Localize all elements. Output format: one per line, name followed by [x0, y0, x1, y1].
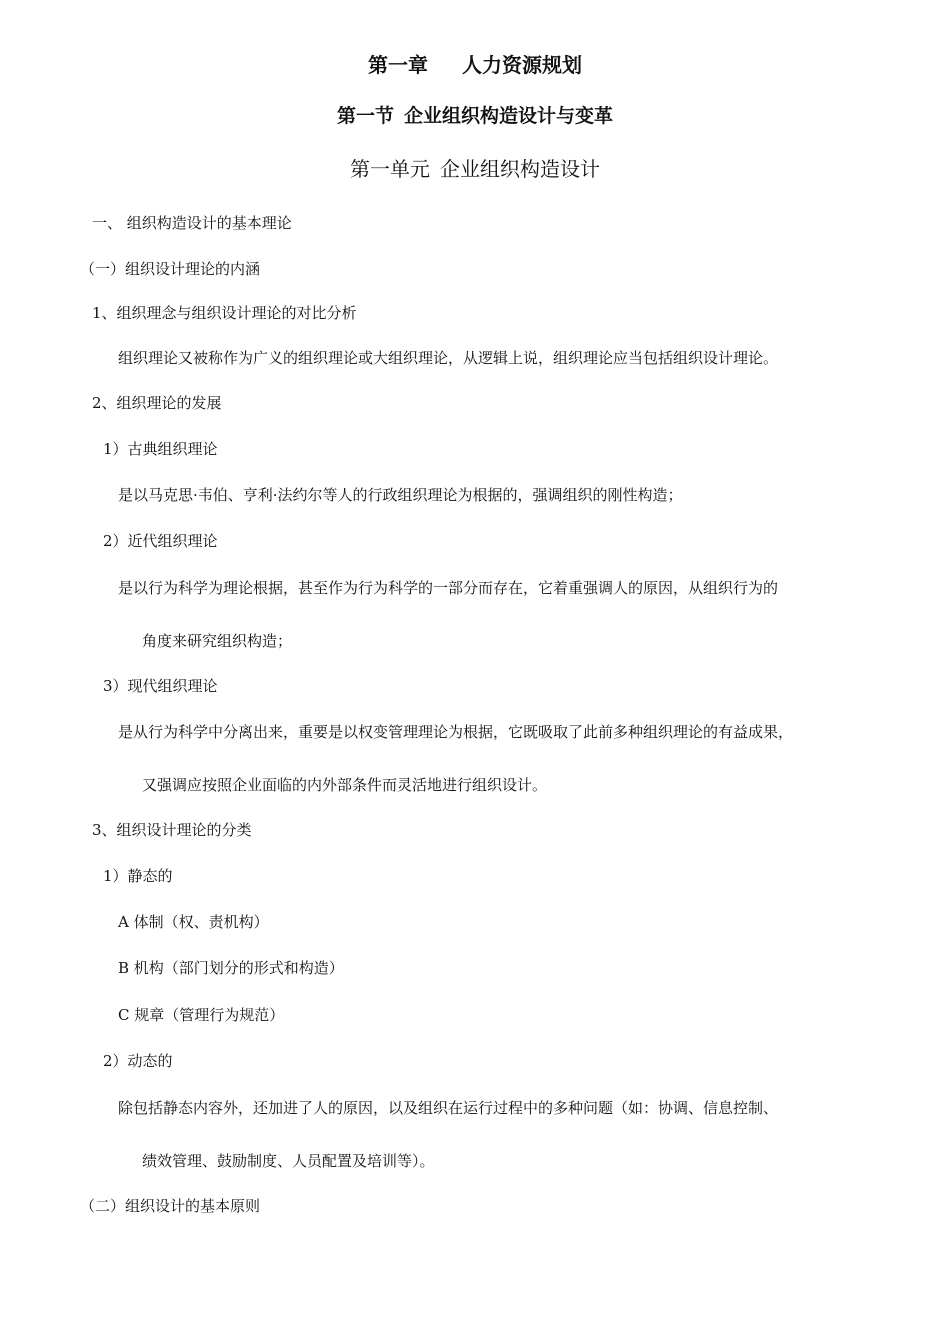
paragraph: 是从行为科学中分离出来，重要是以权变管理理论为根据，它既吸取了此前多种组织理论的有益成果， — [118, 723, 794, 741]
unit-number: 第一单元 — [350, 157, 430, 181]
heading-level2: （一）组织设计理论的内涵 — [80, 260, 261, 278]
chapter-number: 第一章 — [368, 53, 428, 77]
paragraph-continuation: 又强调应按照企业面临的内外部条件而灵活地进行组织设计。 — [142, 776, 548, 794]
heading-level4: 1）静态的 — [103, 867, 173, 885]
chapter-name: 人力资源规划 — [462, 53, 582, 77]
list-item: B 机构（部门划分的形式和构造） — [118, 959, 344, 977]
paragraph-continuation: 角度来研究组织构造； — [142, 632, 293, 650]
heading-level4: 2）动态的 — [103, 1052, 173, 1070]
section-number: 第一节 — [336, 105, 394, 127]
heading-level3: 3、组织设计理论的分类 — [92, 821, 252, 839]
unit-name: 企业组织构造设计 — [440, 157, 600, 181]
list-item: C 规章（管理行为规范） — [118, 1006, 285, 1024]
paragraph: 除包括静态内容外，还加进了人的原因，以及组织在运行过程中的多种问题（如：协调、信息控制、 — [118, 1099, 779, 1117]
heading-level2: （二）组织设计的基本原则 — [80, 1197, 261, 1215]
paragraph: 组织理论又被称作为广义的组织理论或大组织理论，从逻辑上说，组织理论应当包括组织设计理论。 — [118, 349, 779, 367]
section-title — [0, 103, 950, 129]
unit-title — [0, 156, 950, 182]
list-item: A 体制（权、责机构） — [118, 913, 269, 931]
paragraph: 是以马克思·韦伯、亨利·法约尔等人的行政组织理论为根据的，强调组织的刚性构造； — [118, 486, 683, 504]
heading-level4: 3）现代组织理论 — [103, 677, 218, 695]
paragraph: 是以行为科学为理论根据，甚至作为行为科学的一部分而存在，它着重强调人的原因，从组织行为的 — [118, 579, 779, 597]
section-name: 企业组织构造设计与变革 — [404, 105, 614, 127]
heading-level3: 2、组织理论的发展 — [92, 394, 222, 412]
heading-level3: 1、组织理念与组织设计理论的对比分析 — [92, 304, 357, 322]
heading-level4: 1）古典组织理论 — [103, 440, 218, 458]
heading-level1: 一、 组织构造设计的基本理论 — [92, 214, 292, 232]
chapter-title — [0, 52, 950, 78]
heading-level4: 2）近代组织理论 — [103, 532, 218, 550]
paragraph-continuation: 绩效管理、鼓励制度、人员配置及培训等）。 — [142, 1152, 435, 1170]
